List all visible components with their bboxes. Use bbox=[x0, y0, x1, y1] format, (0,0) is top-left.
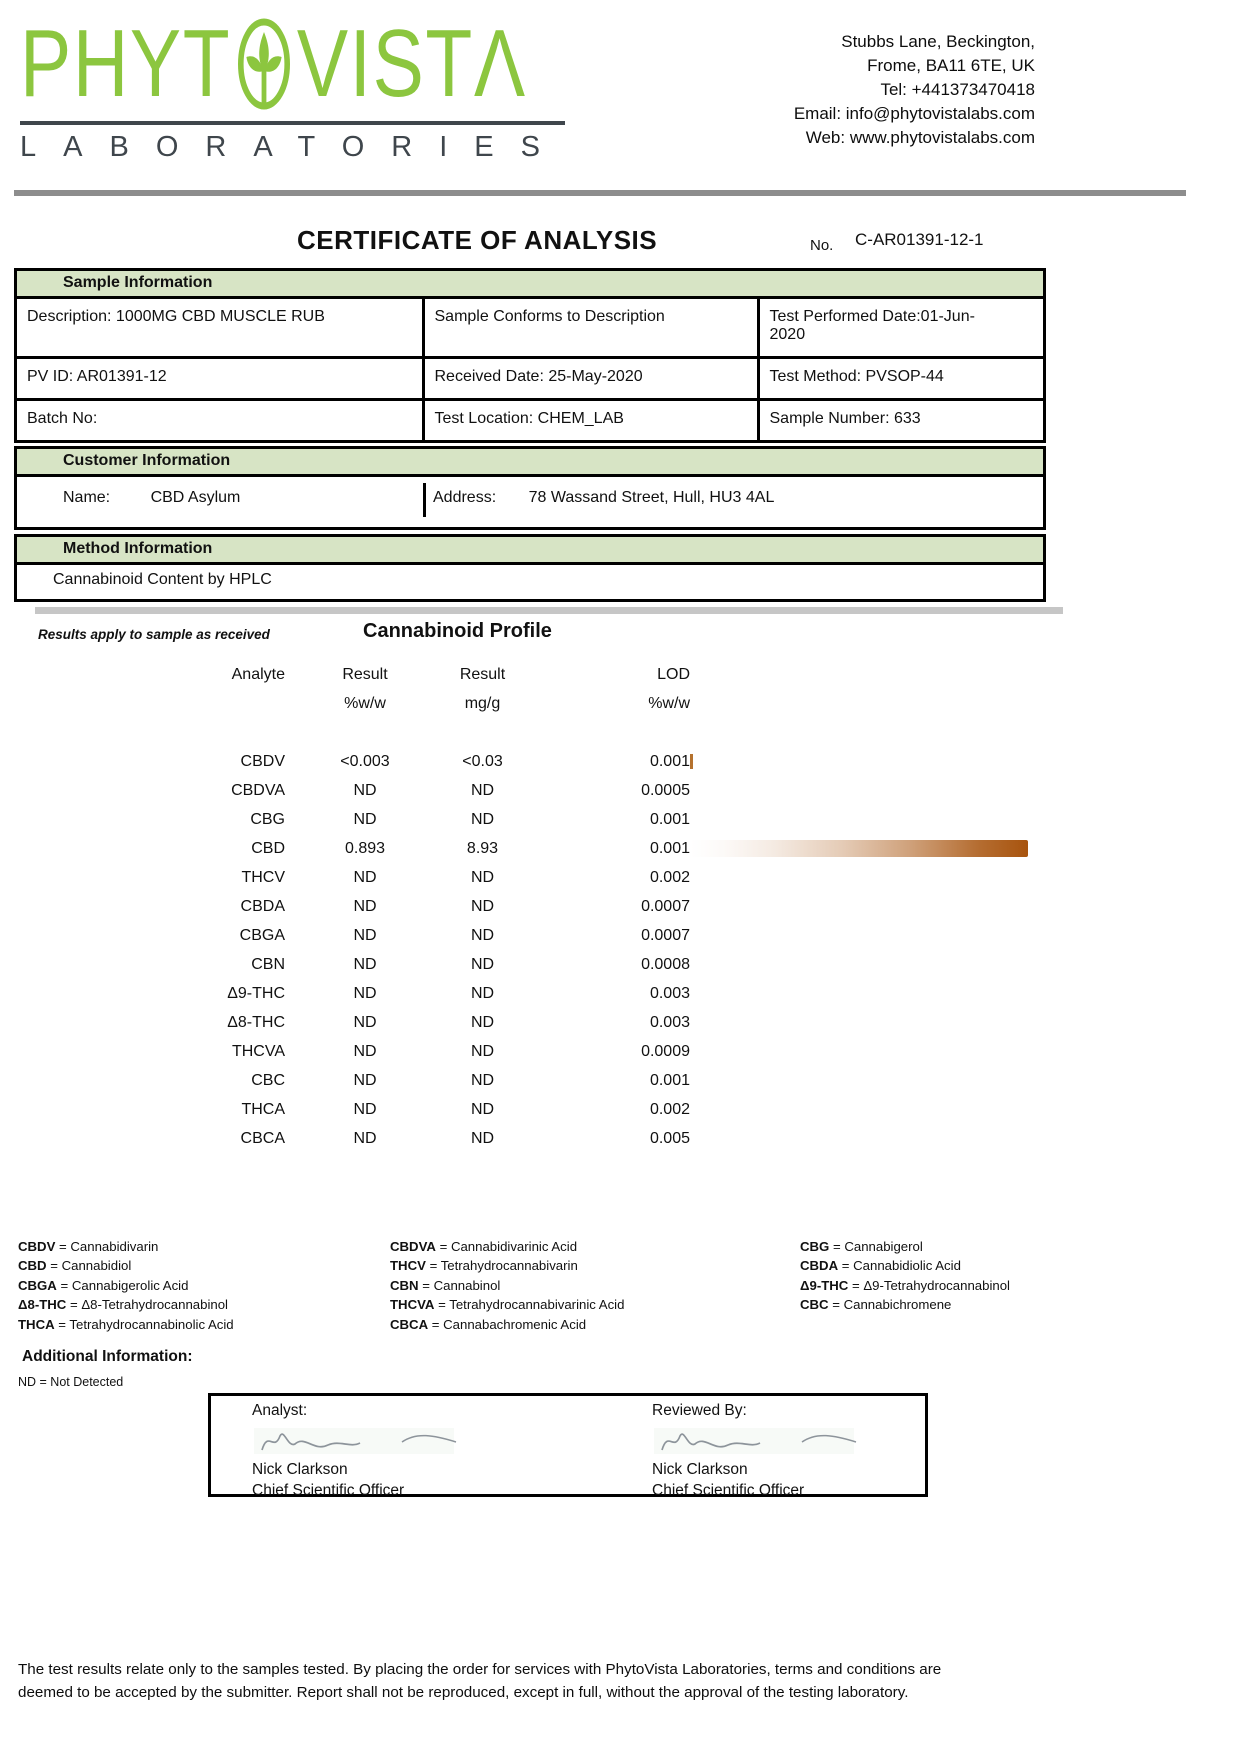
result-mgg-cell: ND bbox=[470, 868, 495, 886]
result-ww-cell: ND bbox=[353, 984, 377, 1002]
lod-unit: %w/w bbox=[648, 694, 690, 712]
lod-cell: 0.001 bbox=[649, 810, 690, 828]
additional-information-title: Additional Information: bbox=[22, 1348, 193, 1365]
analyte-cell: THCVA bbox=[231, 1042, 285, 1060]
result-ww-cell: ND bbox=[353, 868, 377, 886]
legend-item: CBG = Cannabigerol bbox=[800, 1239, 923, 1254]
signoff-box bbox=[208, 1393, 928, 1497]
result-mgg-unit: mg/g bbox=[464, 694, 501, 712]
legend-item: Δ9-THC = Δ9-Tetrahydrocannabinol bbox=[800, 1277, 1010, 1293]
analyte-row bbox=[120, 1008, 1045, 1037]
certificate-number: C-AR01391-12-1 bbox=[855, 230, 984, 249]
legend-item: THCV = Tetrahydrocannabivarin bbox=[390, 1258, 578, 1274]
analyte-row bbox=[120, 1066, 1045, 1095]
marker-cell bbox=[690, 892, 1045, 921]
reviewer-signoff bbox=[652, 1402, 882, 1500]
customer-row bbox=[17, 477, 1043, 527]
result-mgg-cell: ND bbox=[470, 781, 495, 799]
analyte-cell: CBG bbox=[250, 810, 285, 828]
result-mgg-cell: ND bbox=[470, 1013, 495, 1031]
result-ww-cell: ND bbox=[353, 1071, 377, 1089]
logo-text-left: PHYT bbox=[20, 10, 232, 117]
analyte-cell: CBDV bbox=[240, 752, 285, 770]
analyte-cell: CBCA bbox=[240, 1129, 285, 1147]
result-ww-column-header: Result bbox=[342, 665, 388, 683]
analyte-column-header: Analyte bbox=[231, 665, 285, 683]
marker-cell bbox=[690, 1066, 1045, 1095]
method-information-section bbox=[14, 534, 1046, 602]
lod-cell: 0.0005 bbox=[641, 781, 690, 799]
result-mgg-column-header: Result bbox=[459, 665, 506, 683]
table-row bbox=[17, 400, 1043, 441]
result-ww-cell: ND bbox=[353, 1129, 377, 1147]
received-date-cell: Received Date: 25-May-2020 bbox=[423, 358, 758, 400]
result-ww-cell: ND bbox=[353, 781, 377, 799]
pv-id-cell: PV ID: AR01391-12 bbox=[17, 358, 423, 400]
analyte-cell: CBN bbox=[251, 955, 285, 973]
analyte-cell: CBGA bbox=[239, 926, 285, 944]
section-title-method-information: Method Information bbox=[17, 537, 1043, 565]
section-divider bbox=[35, 607, 1063, 614]
sample-description-cell: Description: 1000MG CBD MUSCLE RUB bbox=[27, 308, 325, 325]
logo-divider-rule bbox=[20, 121, 565, 125]
sample-information-table bbox=[17, 299, 1043, 440]
legend-item: CBDA = Cannabidiolic Acid bbox=[800, 1258, 961, 1274]
lod-cell: 0.0009 bbox=[641, 1042, 690, 1060]
cannabinoid-table-body bbox=[120, 747, 1045, 1153]
contact-line: Tel: +441373470418 bbox=[880, 80, 1035, 99]
legend-item: Δ8-THC = Δ8-Tetrahydrocannabinol bbox=[18, 1297, 228, 1313]
analyst-signoff bbox=[252, 1402, 482, 1500]
test-location-cell: Test Location: CHEM_LAB bbox=[423, 400, 758, 441]
reviewer-title: Chief Scientific Officer bbox=[652, 1482, 805, 1499]
marker-cell bbox=[690, 1124, 1045, 1153]
legend-item: THCVA = Tetrahydrocannabivarinic Acid bbox=[390, 1297, 625, 1313]
sample-number-cell: Sample Number: 633 bbox=[758, 400, 1043, 441]
analyte-cell: THCV bbox=[241, 868, 285, 886]
analyst-signature bbox=[252, 1422, 482, 1460]
batch-no-cell: Batch No: bbox=[17, 400, 423, 441]
test-method-cell: Test Method: PVSOP-44 bbox=[758, 358, 1043, 400]
result-mgg-cell: ND bbox=[470, 1042, 495, 1060]
legend-item: CBN = Cannabinol bbox=[390, 1277, 501, 1293]
disclaimer-text: The test results relate only to the samples tested. By placing the order for services with PhytoVista Laboratories, terms and conditions are deemed to be accepted by the submitter. Report shall not be reproduced, except in full, without the approval of the testing laboratory. bbox=[18, 1661, 942, 1701]
customer-name-value: CBD Asylum bbox=[150, 489, 241, 506]
phytovista-logo bbox=[20, 10, 654, 164]
analyte-cell: Δ8-THC bbox=[227, 1013, 285, 1031]
result-ww-cell: ND bbox=[353, 1100, 377, 1118]
analyte-cell: CBC bbox=[251, 1071, 285, 1089]
analyte-row bbox=[120, 921, 1045, 950]
analyte-cell: Δ9-THC bbox=[227, 984, 285, 1002]
cbdv-tick-marker bbox=[690, 754, 693, 769]
contact-line: Email: info@phytovistalabs.com bbox=[793, 104, 1035, 123]
logo-text-right: VISTΛ bbox=[296, 10, 527, 117]
result-mgg-cell: ND bbox=[470, 810, 495, 828]
lod-cell: 0.0007 bbox=[641, 897, 690, 915]
lod-cell: 0.001 bbox=[649, 1071, 690, 1089]
marker-cell bbox=[690, 863, 1045, 892]
legend-column bbox=[800, 1237, 1010, 1315]
customer-address bbox=[433, 489, 774, 507]
logo-subtitle: LABORATORIES bbox=[20, 131, 567, 163]
table-row bbox=[17, 358, 1043, 400]
marker-cell bbox=[690, 747, 1045, 776]
analyst-label: Analyst: bbox=[252, 1402, 308, 1419]
legend-item: CBC = Cannabichromene bbox=[800, 1297, 952, 1313]
analyte-row bbox=[120, 834, 1045, 863]
lod-cell: 0.002 bbox=[649, 868, 690, 886]
analyte-cell: CBDA bbox=[240, 897, 285, 915]
section-title-sample-information: Sample Information bbox=[17, 271, 1043, 299]
legend-column bbox=[390, 1237, 624, 1334]
result-ww-cell: ND bbox=[353, 897, 377, 915]
cbd-result-bar bbox=[690, 840, 1028, 857]
leaf-icon bbox=[235, 18, 293, 110]
certificate-no-label: No. bbox=[810, 237, 834, 254]
nd-note: ND = Not Detected bbox=[18, 1375, 124, 1389]
result-mgg-cell: ND bbox=[470, 1100, 495, 1118]
analyte-cell: CBDVA bbox=[231, 781, 285, 799]
legend-column bbox=[18, 1237, 234, 1334]
marker-cell bbox=[690, 776, 1045, 805]
result-ww-cell: ND bbox=[353, 810, 377, 828]
lod-cell: 0.002 bbox=[649, 1100, 690, 1118]
lod-cell: 0.0008 bbox=[641, 955, 690, 973]
result-mgg-cell: ND bbox=[470, 1129, 495, 1147]
cannabinoid-table-header bbox=[120, 660, 1045, 747]
result-ww-cell: <0.003 bbox=[340, 752, 390, 770]
cannabinoid-profile-title: Cannabinoid Profile bbox=[363, 620, 552, 642]
result-mgg-cell: 8.93 bbox=[466, 839, 499, 857]
result-mgg-cell: ND bbox=[470, 1071, 495, 1089]
lab-contact-block bbox=[794, 30, 1035, 150]
lod-cell: 0.001 bbox=[649, 752, 690, 770]
lod-cell: 0.003 bbox=[649, 1013, 690, 1031]
analyte-row bbox=[120, 805, 1045, 834]
lod-cell: 0.0007 bbox=[641, 926, 690, 944]
lod-cell: 0.001 bbox=[649, 839, 690, 857]
reviewer-signature bbox=[652, 1422, 882, 1460]
marker-cell bbox=[690, 1037, 1045, 1066]
marker-cell bbox=[690, 1008, 1045, 1037]
analyte-row bbox=[120, 892, 1045, 921]
result-ww-cell: ND bbox=[353, 955, 377, 973]
marker-cell bbox=[690, 950, 1045, 979]
analyte-row bbox=[120, 863, 1045, 892]
lod-column-header: LOD bbox=[657, 665, 690, 683]
result-ww-cell: ND bbox=[353, 926, 377, 944]
section-title-customer-information: Customer Information bbox=[17, 449, 1043, 477]
test-performed-date-cell: Test Performed Date:01-Jun-2020 bbox=[758, 299, 1043, 358]
analyte-cell: CBD bbox=[251, 839, 285, 857]
result-mgg-cell: ND bbox=[470, 955, 495, 973]
header-divider bbox=[14, 190, 1186, 196]
marker-cell bbox=[690, 979, 1045, 1008]
result-ww-unit: %w/w bbox=[344, 694, 386, 712]
result-ww-cell: 0.893 bbox=[344, 839, 386, 857]
customer-address-value: 78 Wassand Street, Hull, HU3 4AL bbox=[528, 489, 775, 506]
analyte-row bbox=[120, 979, 1045, 1008]
analyte-row bbox=[120, 747, 1045, 776]
contact-line: Frome, BA11 6TE, UK bbox=[867, 56, 1035, 75]
cannabinoid-profile-table bbox=[120, 660, 1045, 1153]
contact-line: Web: www.phytovistalabs.com bbox=[805, 128, 1035, 147]
analyte-row bbox=[120, 776, 1045, 805]
customer-cell-divider bbox=[423, 483, 426, 517]
sample-conforms-cell: Sample Conforms to Description bbox=[423, 299, 758, 358]
lod-cell: 0.003 bbox=[649, 984, 690, 1002]
sample-information-section bbox=[14, 268, 1046, 443]
analyte-row bbox=[120, 1037, 1045, 1066]
contact-line: Stubbs Lane, Beckington, bbox=[841, 32, 1035, 51]
customer-address-label: Address: bbox=[433, 489, 497, 506]
analyte-row bbox=[120, 950, 1045, 979]
result-mgg-cell: ND bbox=[470, 984, 495, 1002]
marker-cell bbox=[690, 805, 1045, 834]
table-row bbox=[17, 299, 1043, 358]
customer-name bbox=[63, 489, 240, 507]
legend-item: THCA = Tetrahydrocannabinolic Acid bbox=[18, 1316, 234, 1332]
marker-cell bbox=[690, 1095, 1045, 1124]
result-ww-cell: ND bbox=[353, 1042, 377, 1060]
legend-item: CBDVA = Cannabidivarinic Acid bbox=[390, 1239, 578, 1254]
lod-cell: 0.005 bbox=[649, 1129, 690, 1147]
reviewer-name: Nick Clarkson bbox=[652, 1461, 748, 1478]
method-name: Cannabinoid Content by HPLC bbox=[53, 571, 272, 588]
marker-cell bbox=[690, 834, 1045, 863]
analyte-cell: THCA bbox=[241, 1100, 285, 1118]
legend-item: CBGA = Cannabigerolic Acid bbox=[18, 1277, 189, 1293]
customer-information-section bbox=[14, 446, 1046, 530]
analyst-title: Chief Scientific Officer bbox=[252, 1482, 405, 1499]
analyte-row bbox=[120, 1124, 1045, 1153]
legend-item: CBDV = Cannabidivarin bbox=[18, 1239, 159, 1254]
marker-cell bbox=[690, 921, 1045, 950]
logo-wordmark bbox=[20, 10, 527, 117]
result-mgg-cell: <0.03 bbox=[462, 752, 503, 770]
customer-name-label: Name: bbox=[63, 489, 111, 506]
analyst-name: Nick Clarkson bbox=[252, 1461, 348, 1478]
reviewed-by-label: Reviewed By: bbox=[652, 1402, 747, 1419]
certificate-title: CERTIFICATE OF ANALYSIS bbox=[297, 225, 658, 255]
result-mgg-cell: ND bbox=[470, 897, 495, 915]
result-ww-cell: ND bbox=[353, 1013, 377, 1031]
analyte-row bbox=[120, 1095, 1045, 1124]
legend-item: CBD = Cannabidiol bbox=[18, 1258, 132, 1274]
results-note: Results apply to sample as received bbox=[38, 627, 270, 642]
result-mgg-cell: ND bbox=[470, 926, 495, 944]
legend-item: CBCA = Cannabachromenic Acid bbox=[390, 1316, 587, 1332]
